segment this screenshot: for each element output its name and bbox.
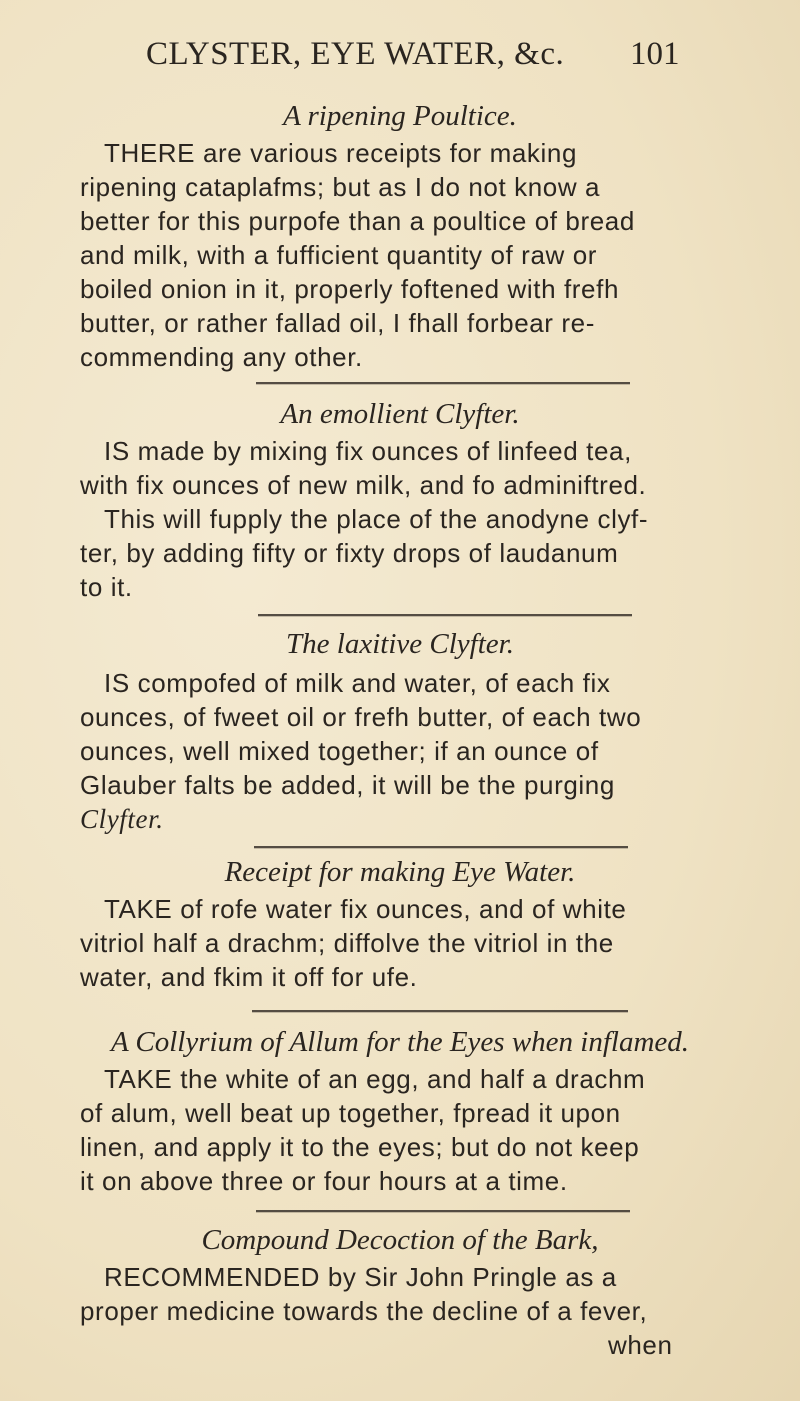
text-line: and milk, with a fufficient quantity of raw or [80, 240, 598, 270]
section-title-laxitive-clyster: The laxitive Clyfter. [286, 628, 514, 660]
section-title-compound-decoction: Compound Decoction of the Bark, [201, 1224, 599, 1256]
text-line: commending any other. [80, 342, 363, 372]
text-line: vitriol half a drachm; diffolve the vitriol in the [80, 928, 614, 958]
section-title-collyrium: A Collyrium of Allum for the Eyes when inflamed. [110, 1026, 690, 1058]
section-divider [258, 614, 632, 616]
section-divider [256, 382, 630, 384]
page-header [0, 36, 800, 86]
text-line: This will fupply the place of the anodyne clyf- [104, 504, 649, 534]
text-line: ounces, of fweet oil or frefh butter, of each two [80, 702, 642, 732]
text-line: with fix ounces of new milk, and fo adminiftred. [80, 470, 647, 500]
text-line: proper medicine towards the decline of a fever, [80, 1296, 648, 1326]
text-line: butter, or rather fallad oil, I fhall forbear re- [80, 308, 595, 338]
text-line: THERE are various receipts for making [104, 138, 578, 168]
text-line: Glauber falts be added, it will be the purging [80, 770, 615, 800]
text-line: TAKE of rofe water fix ounces, and of white [104, 894, 627, 924]
section-divider [254, 846, 628, 848]
text-line: RECOMMENDED by Sir John Pringle as a [104, 1262, 617, 1292]
text-line: IS compofed of milk and water, of each fix [104, 668, 611, 698]
text-line: it on above three or four hours at a time. [80, 1166, 568, 1196]
section-divider [256, 1210, 630, 1212]
catchword: when [608, 1330, 673, 1360]
text-line: ripening cataplafms; but as I do not know a [80, 172, 601, 202]
running-head: CLYSTER, EYE WATER, &c. [146, 36, 565, 72]
section-title-emollient-clyster: An emollient Clyfter. [280, 398, 520, 430]
text-line: to it. [80, 572, 133, 602]
text-line: ounces, well mixed together; if an ounce of [80, 736, 599, 766]
page-number: 101 [630, 36, 680, 72]
text-line: linen, and apply it to the eyes; but do not keep [80, 1132, 640, 1162]
text-line: ter, by adding fifty or fixty drops of laudanum [80, 538, 619, 568]
section-title-eye-water: Receipt for making Eye Water. [224, 856, 576, 888]
text-line: water, and fkim it off for ufe. [80, 962, 418, 992]
text-line: IS made by mixing fix ounces of linfeed tea, [104, 436, 632, 466]
text-line: TAKE the white of an egg, and half a drachm [104, 1064, 646, 1094]
text-line: Clyfter. [80, 804, 164, 834]
text-line: boiled onion in it, properly foftened with frefh [80, 274, 619, 304]
text-line: better for this purpofe than a poultice of bread [80, 206, 635, 236]
text-line: of alum, well beat up together, fpread it upon [80, 1098, 621, 1128]
section-title-ripening-poultice: A ripening Poultice. [283, 100, 517, 132]
section-divider [252, 1010, 628, 1012]
